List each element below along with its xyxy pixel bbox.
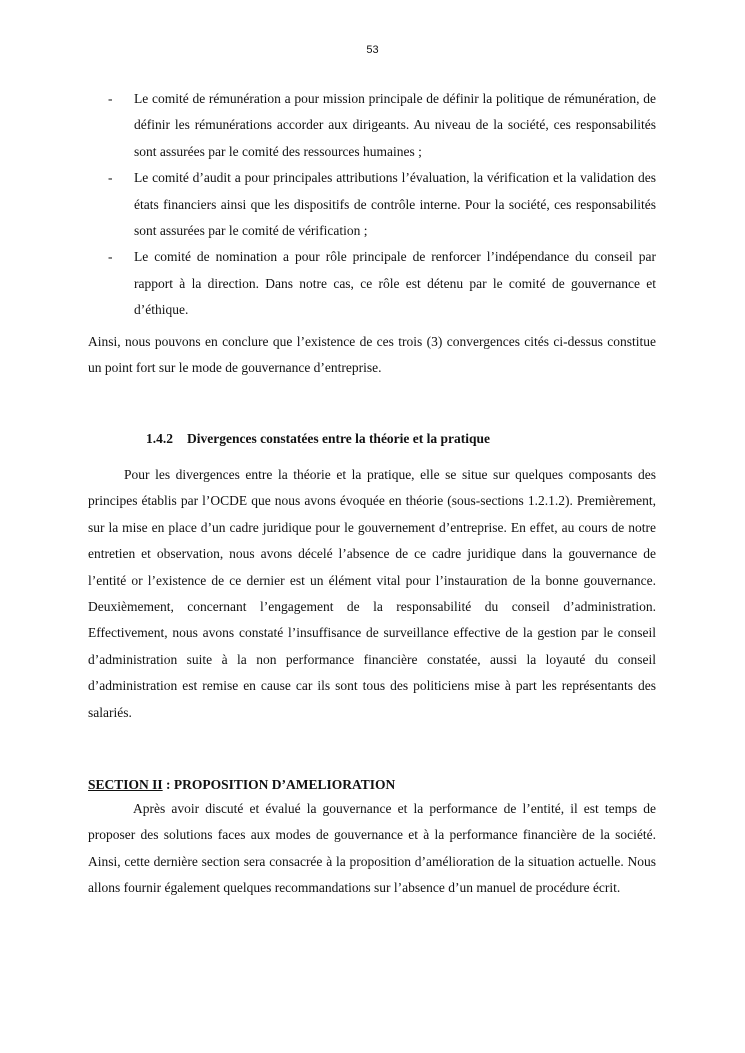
subsection-number: 1.4.2 — [146, 431, 173, 446]
list-item — [88, 165, 656, 244]
divergences-paragraph: Pour les divergences entre la théorie et la pratique, elle se situe sur quelques composants des principes établis par l’OCDE que nous avons évoquée en théorie (sous-sections 1.2.1.2). Premièrement, sur la mise en place d’un cadre juridique pour le gouvernement d’entreprise. En effet, au cours de notre entretien et observation, nous avons décelé l’absence de ce cadre juridique dans la gouvernance de l’entité or l’existence de ce dernier est un élément vital pour l’instauration de la bonne gouvernance. Deuxièmement, concernant l’engagement de la responsabilité du conseil d’administration. Effectivement, nous avons constaté l’insuffisance de surveillance effective de la gestion par le conseil d’administration suite à la non performance financière constatée, aussi la loyauté du conseil d’administration est remise en cause car ils sont tous des politiciens mise à part les représentants des salariés. — [88, 467, 656, 720]
subsection-heading — [146, 429, 490, 449]
list-item — [88, 244, 656, 323]
section-title: PROPOSITION D’AMELIORATION — [173, 777, 396, 792]
section-label: SECTION II — [88, 777, 163, 792]
list-item — [88, 86, 656, 165]
committee-list — [88, 86, 656, 324]
page-number: 53 — [366, 44, 379, 56]
list-item-text: Le comité de nomination a pour rôle principale de renforcer l’indépendance du conseil par rapport à la direction. Dans notre cas, ce rôle est détenu par le comité de gouvernance et d’éthique. — [134, 249, 656, 318]
list-item-text: Le comité de rémunération a pour mission principale de définir la politique de rémunération, de définir les rémunérations accorder aux dirigeants. Au niveau de la société, ces responsabilités sont assurées par le comité des ressources humaines ; — [134, 91, 656, 159]
bullet-dash: - — [108, 91, 113, 106]
section-separator: : — [162, 777, 174, 792]
section-intro-paragraph: Après avoir discuté et évalué la gouvernance et la performance de l’entité, il est temps de proposer des solutions faces aux modes de gouvernance et à la performance financière de la société. Ainsi, cette dernière section sera consacrée à la proposition d’amélioration de la situation actuelle. Nous allons fournir également quelques recommandations sur l’absence d’un manuel de procédure écrit. — [88, 801, 656, 896]
section-heading — [88, 775, 395, 795]
bullet-dash: - — [108, 249, 113, 265]
conclusion-paragraph: Ainsi, nous pouvons en conclure que l’existence de ces trois (3) convergences cités ci-dessus constitue un point fort sur le mode de gouvernance d’entreprise. — [88, 334, 656, 376]
bullet-dash: - — [108, 170, 113, 186]
list-item-text: Le comité d’audit a pour principales attributions l’évaluation, la vérification et la validation des états financiers ainsi que les dispositifs de contrôle interne. Pour la société, ces responsabilités sont assurées par le comité de vérification ; — [134, 170, 656, 239]
subsection-title: Divergences constatées entre la théorie et la pratique — [187, 431, 491, 446]
